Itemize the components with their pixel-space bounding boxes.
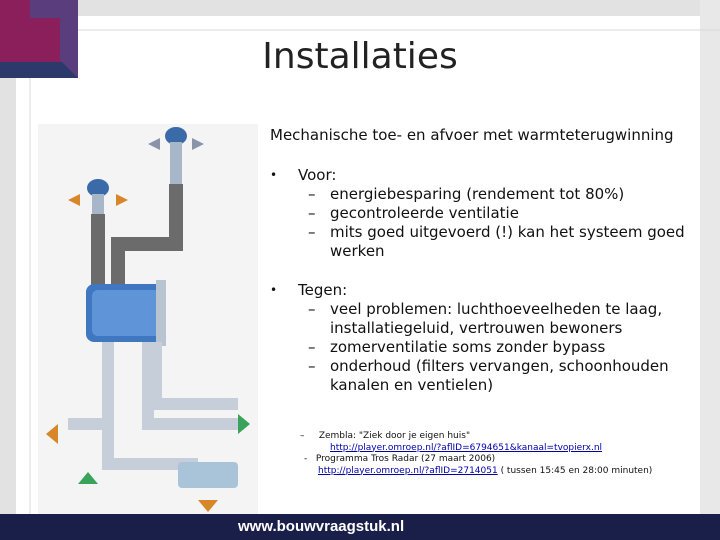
dash-icon: – — [308, 223, 316, 241]
cons-item-3: onderhoud (filters vervangen, schoonhouden kanalen en ventielen) — [330, 357, 669, 394]
reference-1 — [300, 431, 652, 443]
pros-item-1: energiebesparing (rendement tot 80%) — [330, 185, 625, 203]
dash-icon: – — [308, 338, 316, 356]
cons-item-1: veel problemen: luchthoeveelheden te laag, installatiegeluid, vertrouwen bewoners — [330, 300, 663, 337]
reference-2-link[interactable]: http://player.omroep.nl/?aflID=2714051 — [318, 465, 498, 476]
slide-subtitle: Mechanische toe- en afvoer met warmteterugwinning — [270, 126, 674, 144]
pros-item-3: mits goed uitgevoerd (!) kan het systeem goed werken — [330, 223, 685, 260]
footer-bar — [0, 514, 720, 540]
cons-item-2: zomerventilatie soms zonder bypass — [330, 338, 606, 356]
pros-item-2: gecontroleerde ventilatie — [330, 204, 519, 222]
pros-bullet — [270, 166, 700, 261]
slide-title — [0, 36, 720, 77]
list-item — [300, 204, 700, 223]
bullet-dot-icon: • — [270, 168, 278, 182]
pros-list — [300, 185, 700, 261]
dash-icon: – — [308, 204, 316, 222]
list-item — [300, 223, 700, 261]
list-item — [300, 357, 700, 395]
reference-1-link-row — [300, 443, 652, 455]
reference-1-link[interactable]: http://player.omroep.nl/?aflID=6794651&kanaal=tvopierx.nl — [330, 442, 603, 453]
reference-1-label: Zembla: "Ziek door je eigen huis" — [318, 431, 471, 441]
dash-icon: – — [308, 300, 316, 318]
dash-icon: – — [300, 431, 319, 441]
ventilation-system-illustration — [38, 124, 258, 518]
list-item — [300, 338, 700, 357]
reference-2-suffix: ( tussen 15:45 en 28:00 minuten) — [497, 465, 653, 476]
cons-heading: Tegen: — [298, 281, 348, 299]
slide-title-text: Installaties — [262, 36, 458, 77]
references — [300, 431, 652, 477]
dash-icon: – — [308, 357, 316, 375]
reference-2-label: Programma Tros Radar (27 maart 2006) — [315, 454, 496, 464]
cons-list — [300, 300, 700, 395]
pros-heading: Voor: — [298, 166, 337, 184]
bullet-dot-icon: • — [270, 283, 278, 297]
dash-icon: – — [308, 185, 316, 203]
footer-website[interactable]: www.bouwvraagstuk.nl — [238, 518, 405, 535]
list-item — [300, 300, 700, 338]
dash-icon: - — [304, 454, 316, 464]
slide-content — [270, 126, 700, 415]
list-item — [300, 185, 700, 204]
cons-bullet — [270, 281, 700, 395]
reference-2-link-row — [300, 466, 652, 478]
reference-2 — [300, 454, 652, 466]
